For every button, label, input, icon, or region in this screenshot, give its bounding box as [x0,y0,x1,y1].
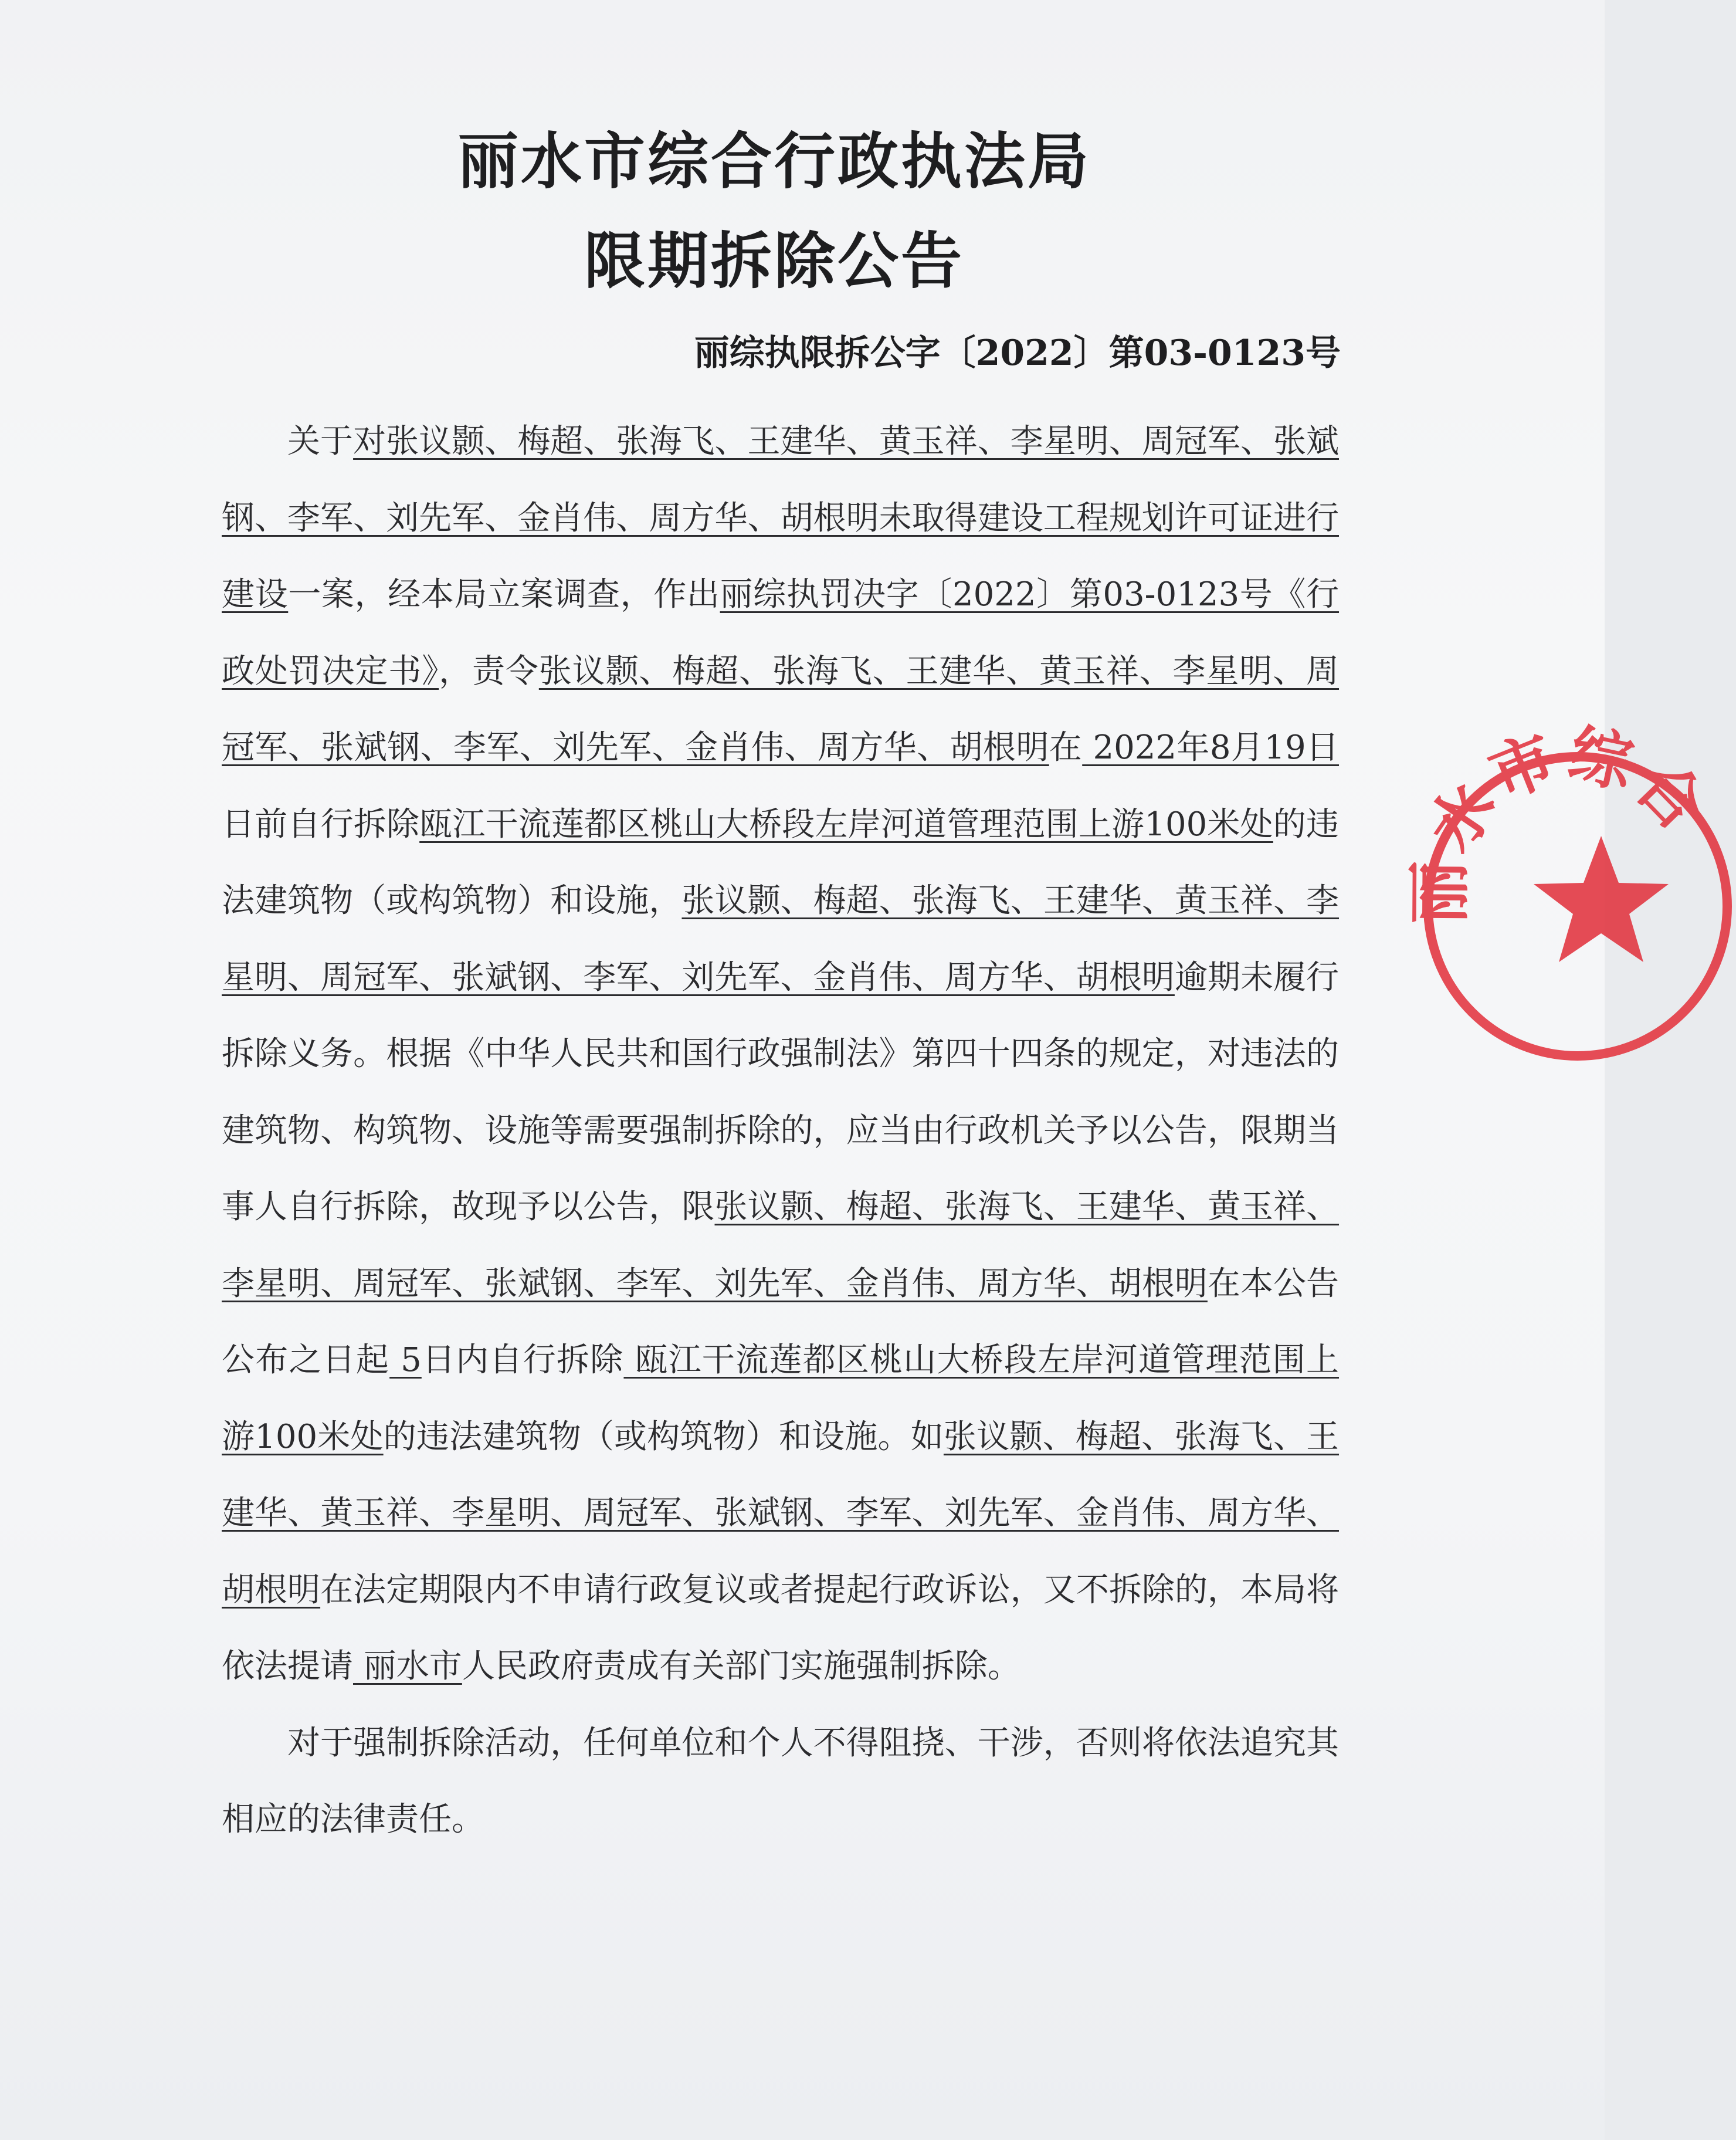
text-segment: 关于 [287,422,354,460]
text-segment: 在 [1049,729,1083,767]
document-number: 丽综执限拆公字〔2022〕第03-0123号 [694,333,1341,374]
text-segment: 逾期未履行拆除义务。根据《中华人民共和国行政强制法》第四十四条的规定，对违法的建筑物、构筑物、设施等需要强制拆除的，应当由行政机关予以公告，限期当事人自行拆除，故现予以公告，限 [222,958,1340,1226]
party-names: 张议颢、梅超、张海飞、王建华、黄玉祥、李星明、周冠军、张斌钢、李军、刘先军、金肖伟、周方华、胡根明 [222,652,1340,767]
text-segment: 的违法建筑物（或构筑物）和设施。如 [383,1417,944,1456]
case-description: 对张议颢、梅超、张海飞、王建华、黄玉祥、李星明、周冠军、张斌钢、李军、刘先军、金肖伟、周方华、胡根明未取得建设工程规划许可证进行建设 [222,422,1340,614]
text-segment: 在本公告公布之日起 [222,1264,1340,1379]
location: 瓯江干流莲都区桃山大桥段左岸河道管理范围上游100米处 [419,805,1273,844]
text-segment: 日内自行拆除 [421,1341,624,1379]
paragraph-2: 对于强制拆除活动，任何单位和个人不得阻挠、干涉，否则将依法追究其相应的法律责任。 [222,1723,1339,1838]
party-names: 张议颢、梅超、张海飞、王建华、黄玉祥、李星明、周冠军、张斌钢、李军、刘先军、金肖伟、周方华、胡根明 [222,882,1340,997]
text-segment: 一案，经本局立案调查，作出 [288,575,720,614]
party-names: 张议颢、梅超、张海飞、王建华、黄玉祥、李星明、周冠军、张斌钢、李军、刘先军、金肖伟、周方华、胡根明 [222,1188,1340,1303]
text-segment: ，责令 [439,652,539,690]
text-segment: 日前自行拆除 [222,805,420,844]
day-limit: 5 [389,1341,422,1379]
text-segment: 人民政府责成有关部门实施强制拆除。 [462,1647,1020,1685]
paragraph-1 [222,404,1339,1705]
location: 瓯江干流莲都区桃山大桥段左岸河道管理范围上游100米处 [222,1341,1340,1456]
official-seal-stamp [1402,716,1736,1071]
text-segment: 在法定期限内不申请行政复议或者提起行政诉讼，又不拆除的，本局将依法提请 [222,1570,1340,1685]
star-icon [1534,836,1669,962]
document-subtitle: 限期拆除公告 [584,225,964,297]
penalty-decision-reference: 丽综执罚决字〔2022〕第03-0123号《行政处罚决定书》 [222,575,1340,690]
document-body [222,404,1339,1858]
document-title: 丽水市综合行政执法局 [457,125,1091,197]
deadline-date: 2022年8月19日 [1082,729,1340,767]
city-government: 丽水市 [353,1647,462,1685]
seal-text-path: 丽水市综合 [1402,716,1721,925]
text-segment: 的违法建筑物（或构筑物）和设施， [222,805,1340,920]
party-names: 张议颢、梅超、张海飞、王建华、黄玉祥、李星明、周冠军、张斌钢、李军、刘先军、金肖伟、周方华、胡根明 [222,1417,1340,1609]
